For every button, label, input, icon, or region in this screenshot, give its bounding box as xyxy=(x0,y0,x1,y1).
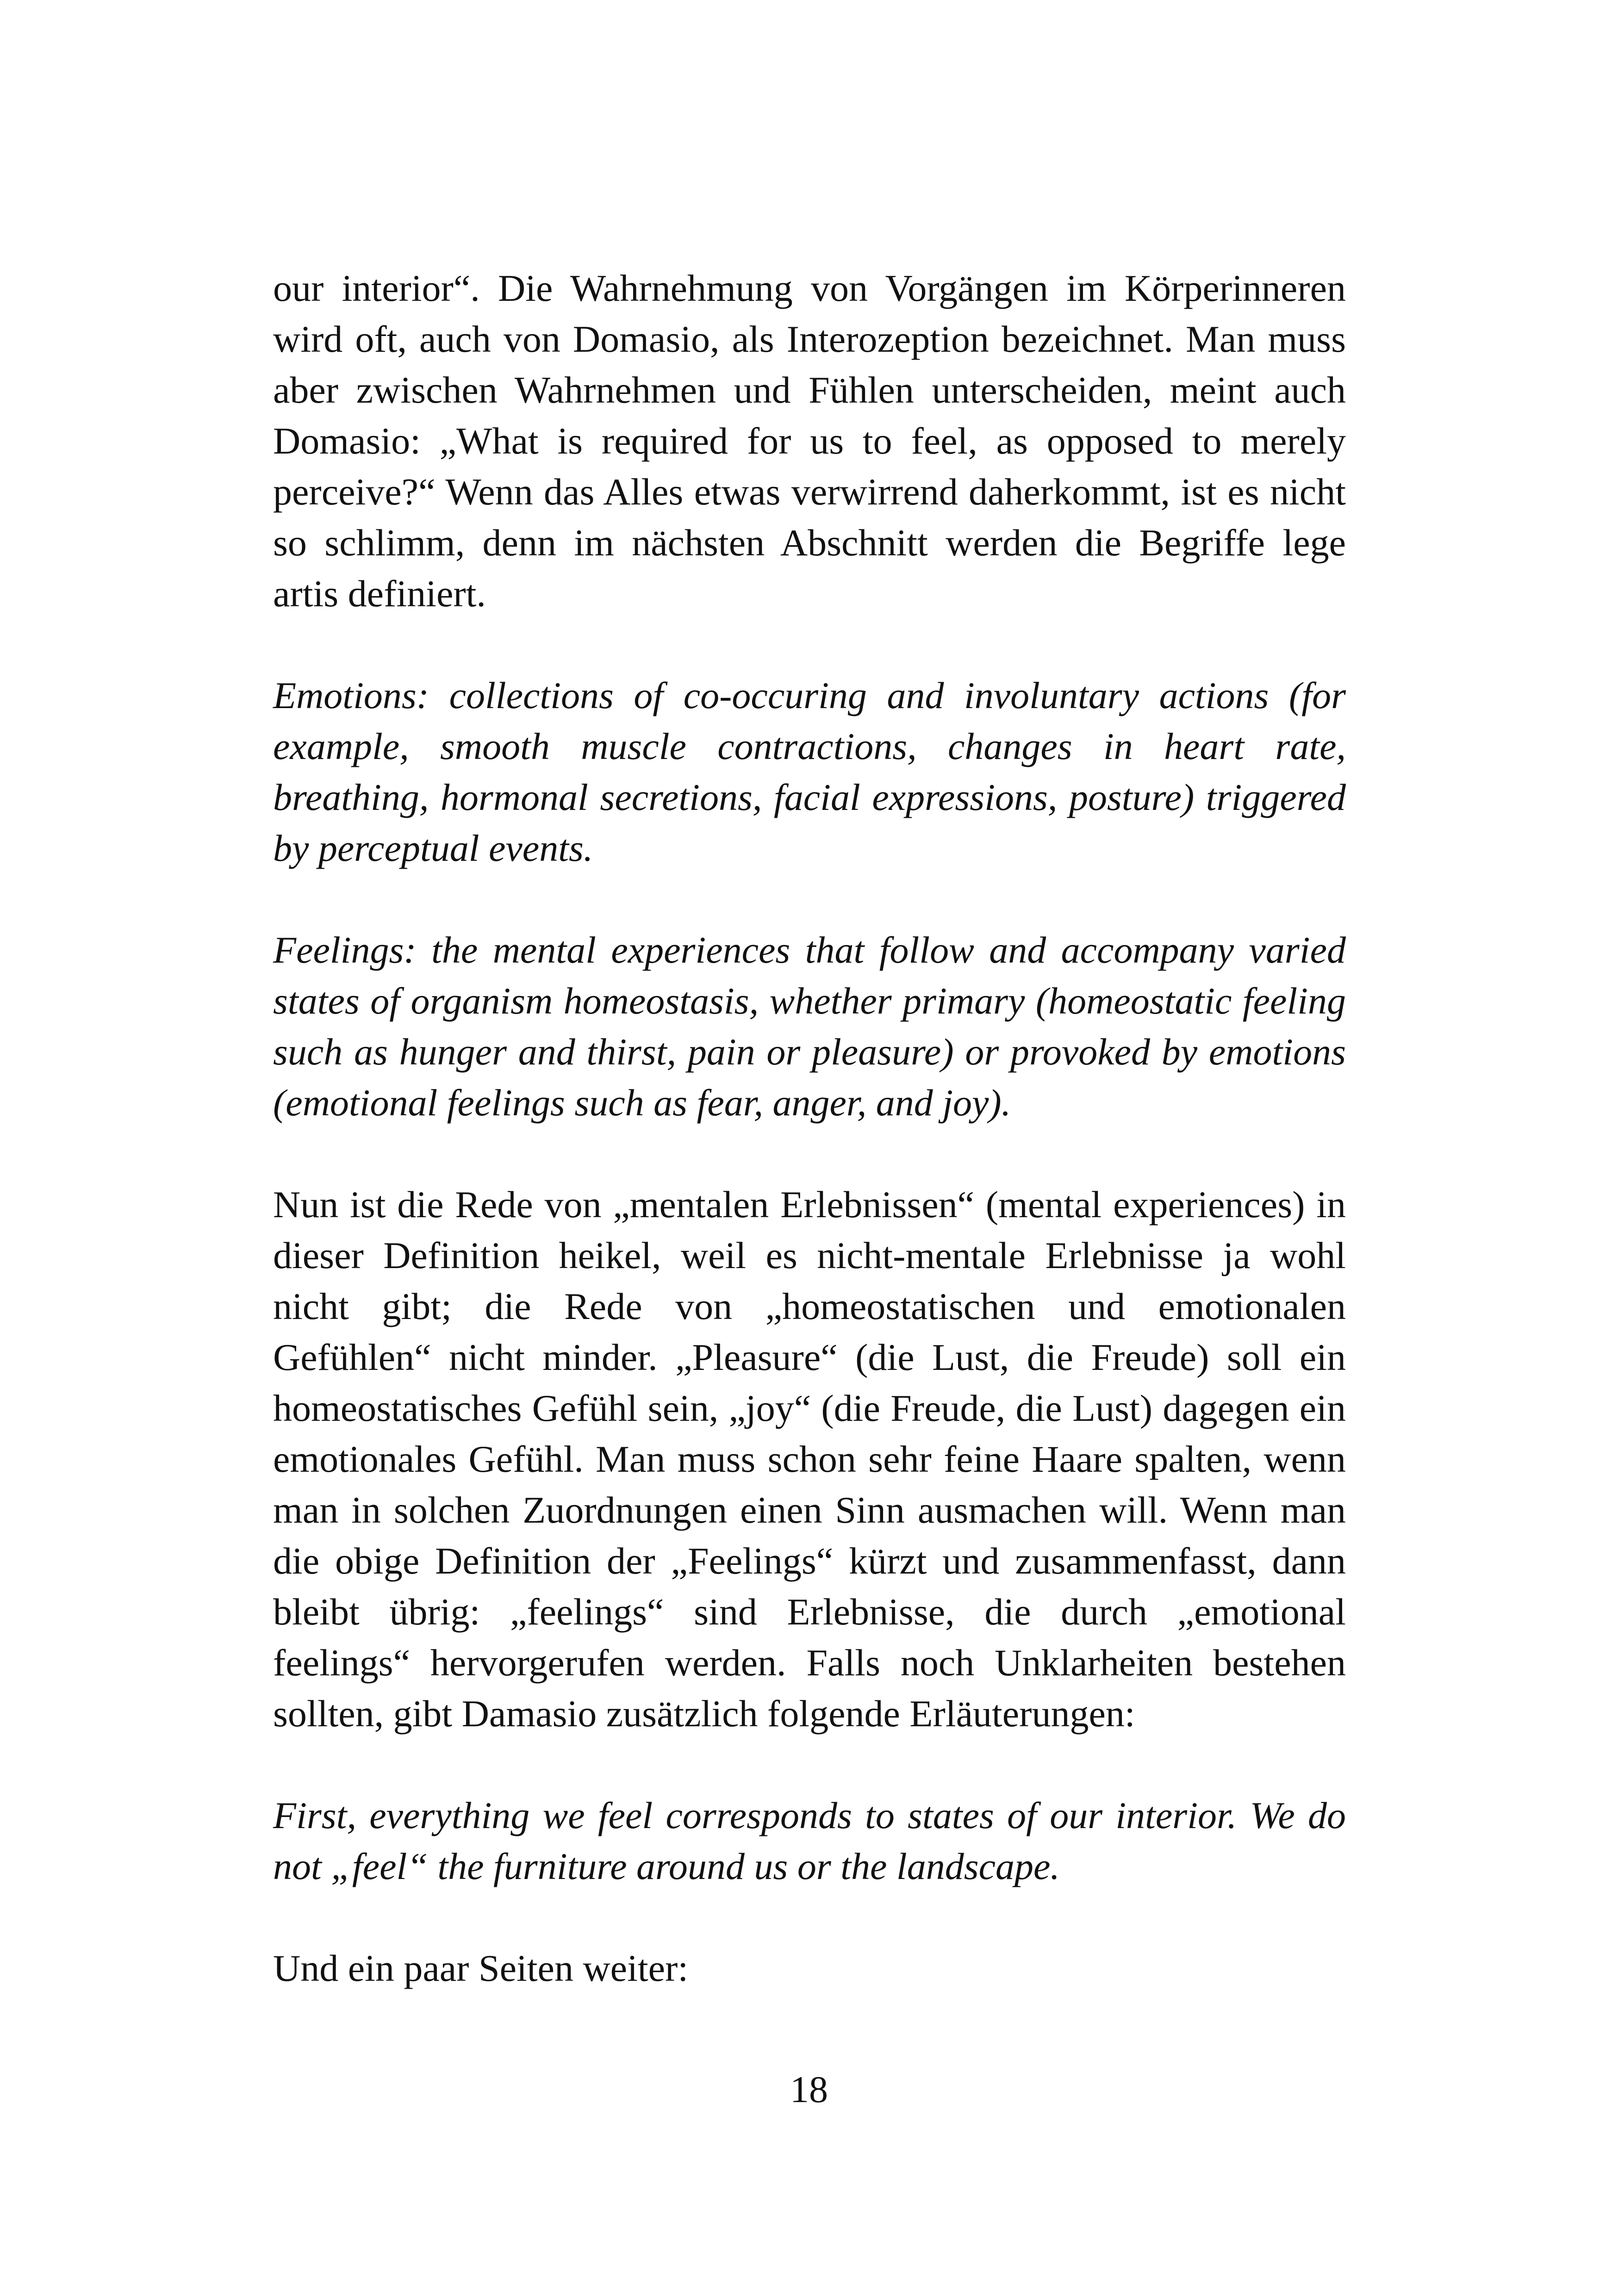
quote-interior-states: First, everything we feel corresponds to states of our interior. We do not „feel“ the furniture around us or the landscape. xyxy=(273,1794,1346,1887)
paragraph-gap xyxy=(273,619,1346,670)
paragraph-gap xyxy=(273,1128,1346,1179)
body-paragraph-1: our interior“. Die Wahrnehmung von Vorgängen im Körperinneren wird oft, auch von Domasio, als Interozeption bezeichnet. Man muss aber zwischen Wahrnehmen und Fühlen unterscheiden, meint auch Domasio: „What is required for us to feel, as opposed to merely perceive?“ Wenn das Alles etwas verwirrend daherkommt, ist es nicht so schlimm, denn im nächsten Abschnitt werden die Begriffe lege artis definiert. xyxy=(273,267,1346,615)
quote-feelings-definition: Feelings: the mental experiences that follow and accompany varied states of organism homeostasis, whether primary (homeostatic feeling such as hunger and thirst, pain or pleasure) or provoked by emotions (emotional feelings such as fear, anger, and joy). xyxy=(273,929,1346,1124)
body-paragraph-2: Nun ist die Rede von „mentalen Erlebnissen“ (mental experiences) in dieser Definition heikel, weil es nicht-mentale Erlebnisse ja wohl nicht gibt; die Rede von „homeostatischen und emotionalen Gefühlen“ nicht minder. „Pleasure“ (die Lust, die Freude) soll ein homeostatisches Gefühl sein, „joy“ (die Freude, die Lust) dagegen ein emotionales Gefühl. Man muss schon sehr feine Haare spalten, wenn man in solchen Zuordnungen einen Sinn ausmachen will. Wenn man die obige Definition der „Feelings“ kürzt und zusammenfasst, dann bleibt übrig: „feelings“ sind Erlebnisse, die durch „emotional feelings“ hervorgerufen werden. Falls noch Unklarheiten bestehen sollten, gibt Damasio zusätzlich folgende Erläuterungen: xyxy=(273,1183,1346,1735)
page-number: 18 xyxy=(790,2068,828,2110)
body-paragraph-3: Und ein paar Seiten weiter: xyxy=(273,1947,689,1989)
paragraph-gap xyxy=(273,874,1346,925)
page-body xyxy=(273,263,1346,1994)
quote-emotions-definition: Emotions: collections of co-occuring and involuntary actions (for example, smooth muscle contractions, changes in heart rate, breathing, hormonal secretions, facial expressions, posture) triggered by perceptual events. xyxy=(273,674,1346,869)
paragraph-gap xyxy=(273,1739,1346,1790)
paragraph-gap xyxy=(273,1892,1346,1943)
